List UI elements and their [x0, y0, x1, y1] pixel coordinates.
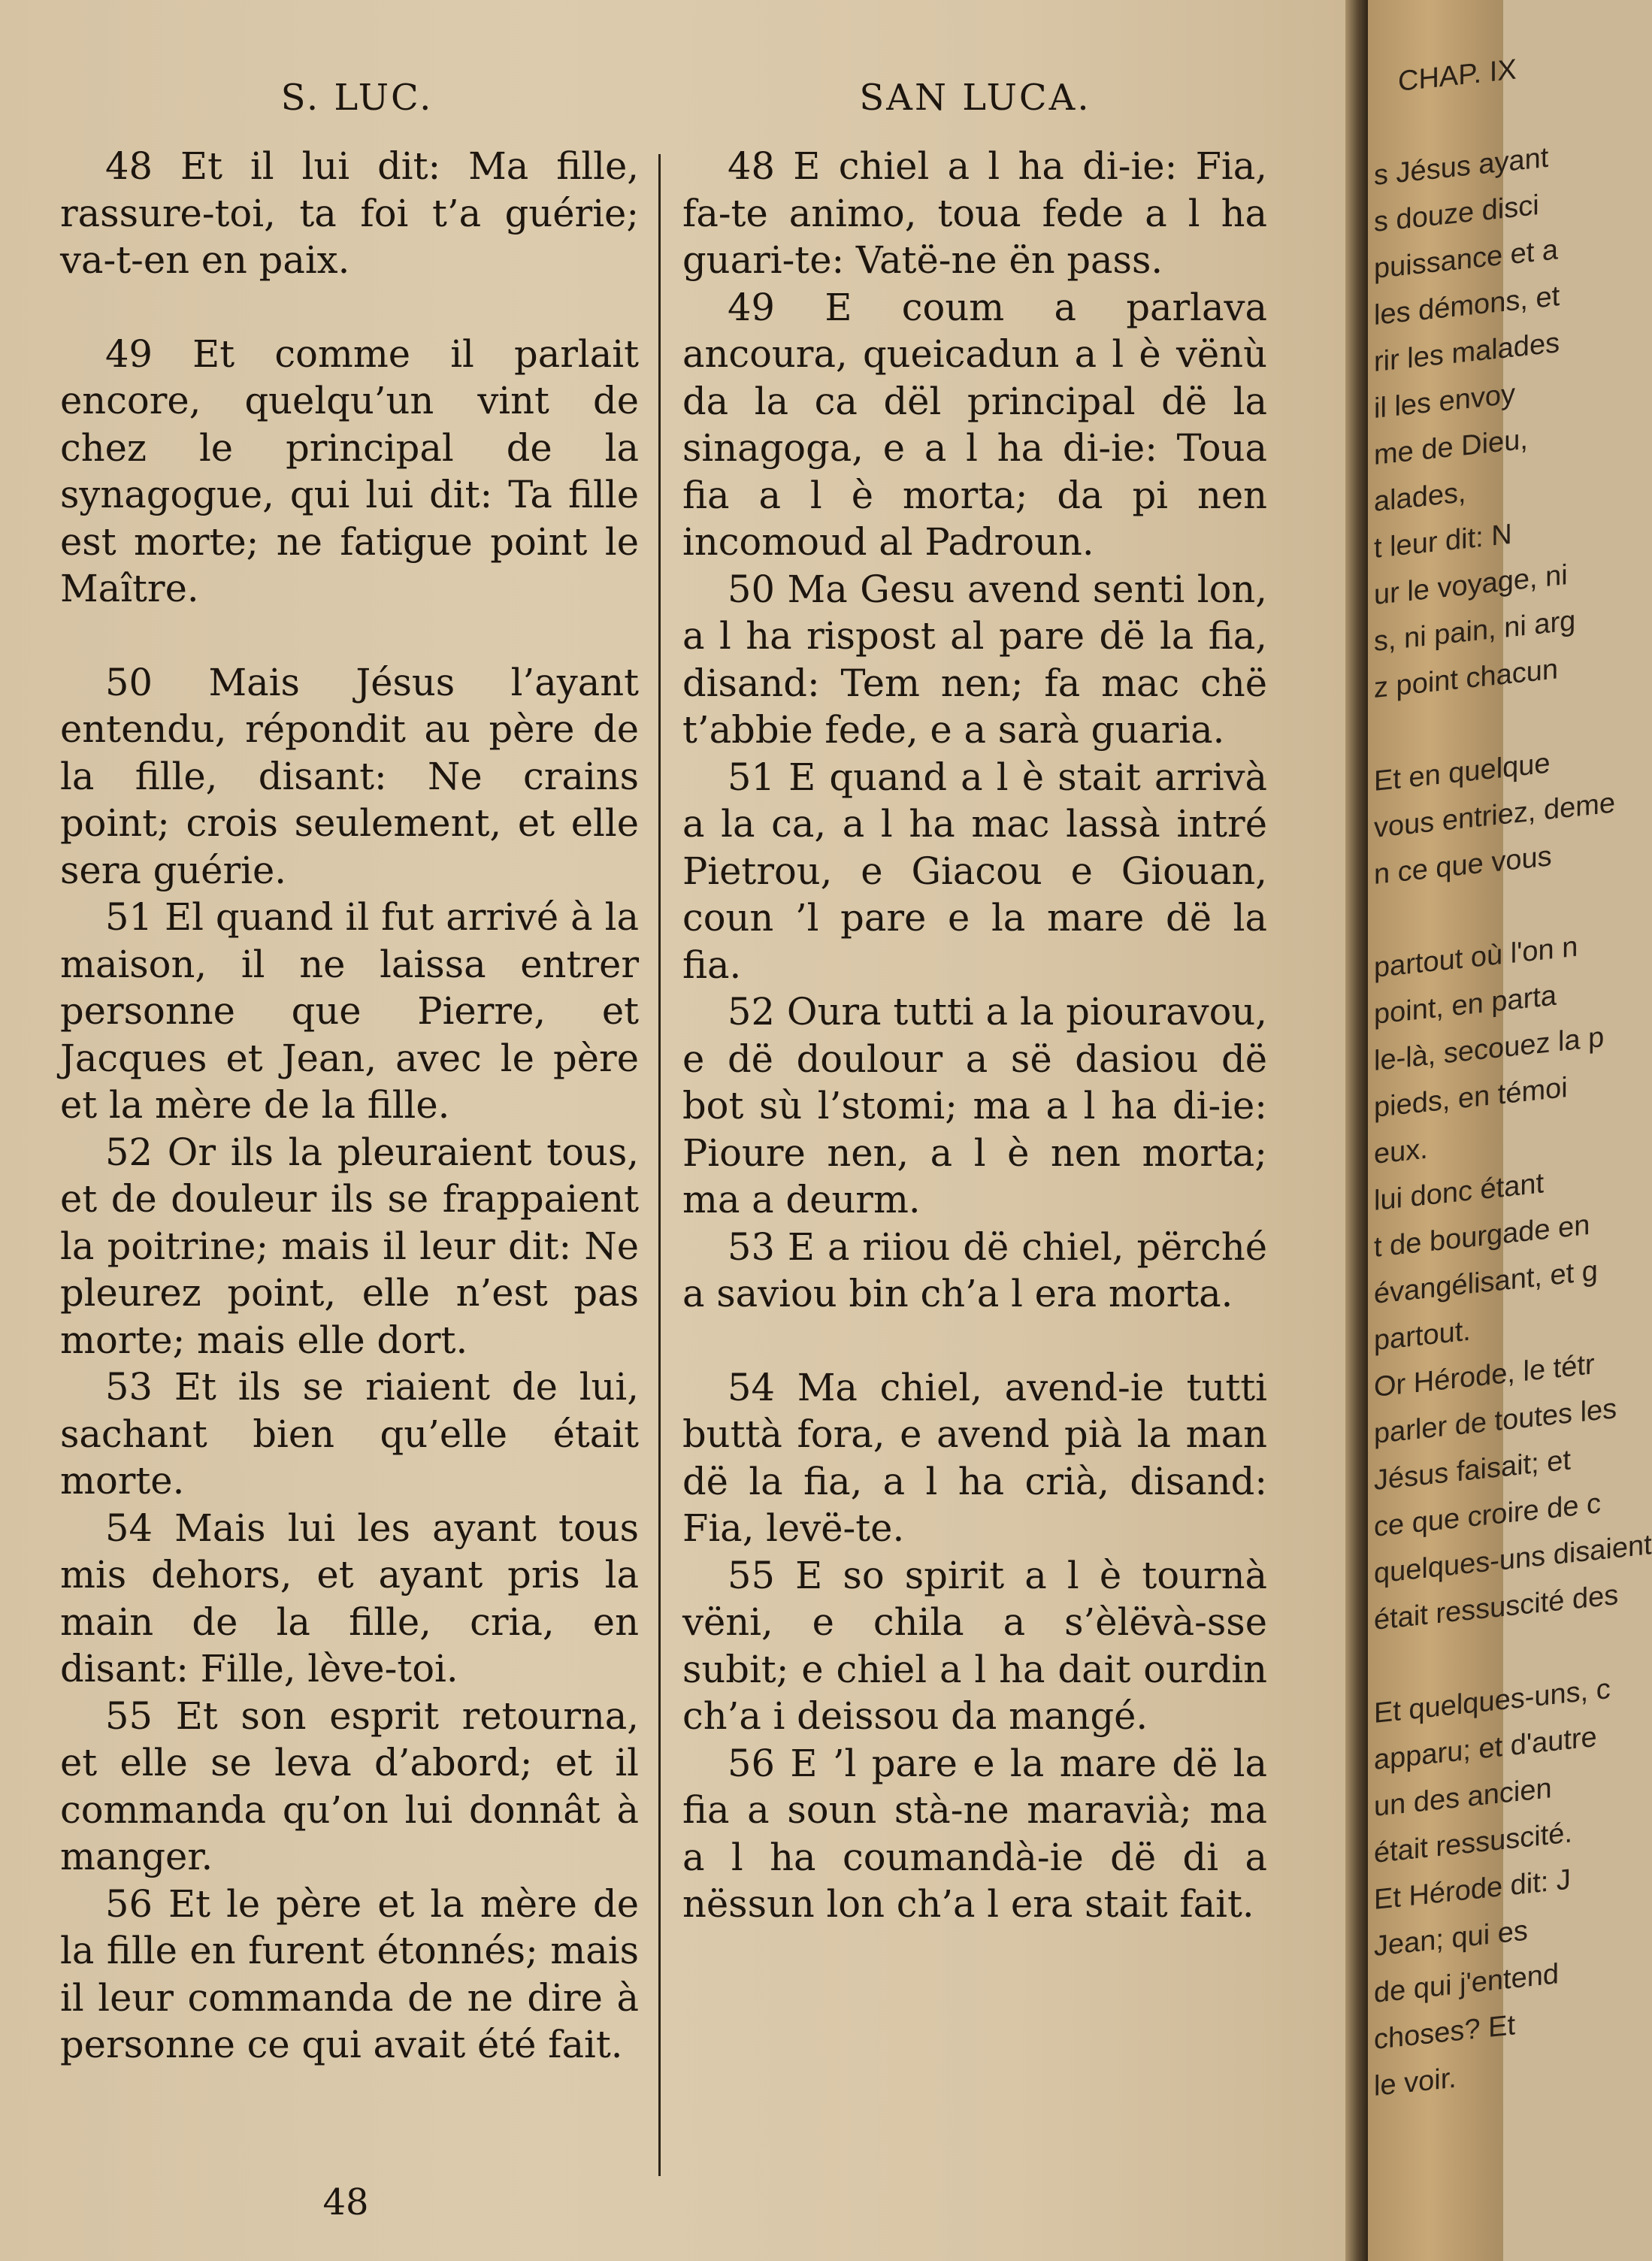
facing-page-line: Jésus faisait; et	[1374, 1444, 1571, 1497]
verse: 48 E chiel a l ha di-ie: Fia, fa-te animo, toua fede a l ha guari-te: Vatë-ne ën pass.	[682, 144, 1267, 282]
column-divider	[658, 154, 661, 2176]
facing-page-line: choses? Et	[1374, 2009, 1515, 2057]
facing-page-line: rir les malades	[1374, 327, 1560, 379]
facing-page-line: lui donc étant	[1374, 1167, 1545, 1218]
facing-page-line: s douze disci	[1374, 189, 1539, 239]
facing-page-line: alades,	[1374, 477, 1466, 519]
facing-page-line: le voir.	[1374, 2062, 1457, 2103]
facing-page-line: était ressuscité des	[1374, 1578, 1619, 1637]
piedmontese-text-column	[682, 143, 1267, 1928]
facing-page-line: était ressuscité.	[1374, 1817, 1572, 1870]
facing-page-line: puissance et a	[1374, 234, 1559, 286]
facing-page-line	[1374, 893, 1503, 907]
facing-page-line: vous entriez, deme	[1374, 787, 1616, 845]
facing-page-line: t leur dit: N	[1374, 518, 1512, 565]
right-column-header: SAN LUCA.	[859, 77, 1091, 119]
facing-page-line: point, en parta	[1374, 979, 1557, 1031]
facing-page-line: ce que croire de c	[1374, 1488, 1602, 1544]
facing-page-line: quelques-uns disaient	[1374, 1529, 1652, 1591]
facing-page-line: Or Hérode, le tétr	[1374, 1348, 1595, 1404]
verse: 56 Et le père et la mère de la fille en furent étonnés; mais il leur commanda de ne dire à personne ce qui avait été fait.	[60, 1881, 639, 2066]
facing-page-line: s, ni pain, ni arg	[1374, 604, 1576, 658]
verse: 55 Et son esprit retourna, et elle se leva d’abord; et il commanda qu’on lui donnât à manger.	[60, 1693, 639, 1878]
facing-page-line: Et en quelque	[1374, 747, 1551, 798]
facing-page-line	[1374, 707, 1503, 720]
facing-page-line: Jean; qui es	[1374, 1914, 1528, 1963]
book-gutter	[1345, 0, 1368, 2261]
facing-page-line: apparu; et d'autre	[1374, 1721, 1597, 1777]
verse: 48 Et il lui dit: Ma fille, rassure-toi, ta foi t’a guérie; va-t-en en paix.	[60, 144, 639, 282]
verse: 51 El quand il fut arrivé à la maison, il ne laissa entrer personne que Pierre, et Jacques et Jean, avec le père et la mère de la fille.	[60, 895, 639, 1127]
facing-page-edge	[1368, 0, 1652, 2261]
facing-page-line: Et quelques-uns, c	[1374, 1672, 1611, 1730]
verse: 52 Oura tutti a la piouravou, e dë doulour a së dasiou dë bot sù l’stomi; ma a l ha di-ie: Pioure nen, a l è nen morta; ma a deurm.	[682, 990, 1267, 1221]
facing-page-header: CHAP. IX	[1398, 53, 1517, 98]
facing-page-line: t de bourgade en	[1374, 1209, 1590, 1264]
verse: 54 Ma chiel, avend-ie tutti buttà fora, e avend pià la man dë la fia, a l ha crià, disand: Fia, levë-te.	[682, 1365, 1267, 1550]
facing-page-line: il les envoy	[1374, 378, 1515, 425]
facing-page-line: un des ancien	[1374, 1772, 1552, 1824]
left-column-header: S. LUC.	[280, 77, 434, 119]
verse: 55 E so spirit a l è tournà vëni, e chila a s’èlëvà-sse subit; e chiel a l ha dait ourdin ch’a i deissou da mangé.	[682, 1553, 1267, 1738]
facing-page-line	[1374, 1639, 1503, 1652]
facing-page-line: s Jésus ayant	[1374, 141, 1549, 192]
french-text-column	[60, 143, 639, 2069]
facing-page-line: le-là, secouez la p	[1374, 1021, 1605, 1078]
verse: 50 Mais Jésus l’ayant entendu, répondit au père de la fille, disant: Ne crains point; crois seulement, et elle sera guérie.	[60, 660, 639, 892]
page-number: 48	[322, 2181, 369, 2223]
verse: 54 Mais lui les ayant tous mis dehors, et ayant pris la main de la fille, cria, en disant: Fille, lève-toi.	[60, 1506, 639, 1690]
verse: 53 E a riiou dë chiel, përché a saviou bin ch’a l era morta.	[682, 1224, 1267, 1315]
verse: 56 E ’l pare e la mare dë la fia a soun stà-ne maravià; ma a l ha coumandà-ie dë di a nëssun lon ch’a l era stait fait.	[682, 1741, 1267, 1926]
verse: 49 E coum a parlava ancoura, queicadun a l è vënù da la ca dël principal dë la sinagoga, e a l ha di-ie: Toua fia a l è morta; da pi nen incomoud al Padroun.	[682, 285, 1267, 564]
facing-page-line: évangélisant, et g	[1374, 1255, 1598, 1311]
facing-page-line: pieds, en témoi	[1374, 1071, 1568, 1124]
verse: 50 Ma Gesu avend senti lon, a l ha rispost al pare dë la fia, disand: Tem nen; fa mac chë t’abbie fede, e a sarà guaria.	[682, 567, 1267, 752]
verse: 49 Et comme il parlait encore, quelqu’un vint de chez le principal de la synagogue, qui lui dit: Ta fille est morte; ne fatigue point le Maître.	[60, 331, 639, 610]
facing-page-line: de qui j'entend	[1374, 1958, 1560, 2010]
verse: 52 Or ils la pleuraient tous, et de douleur ils se frappaient la poitrine; mais il leur dit: Ne pleurez point, elle n’est pas morte; mais elle dort.	[60, 1130, 639, 1362]
facing-page-line: ur le voyage, ni	[1374, 558, 1568, 612]
facing-page-line: z point chacun	[1374, 653, 1559, 705]
facing-page-line: partout où l'on n	[1374, 931, 1578, 985]
facing-page-line: n ce que vous	[1374, 840, 1552, 891]
facing-page-line: partout.	[1374, 1315, 1471, 1358]
facing-page-line: me de Dieu,	[1374, 423, 1528, 472]
verse: 53 Et ils se riaient de lui, sachant bien qu’elle était morte.	[60, 1365, 639, 1503]
facing-page-line: parler de toutes les	[1374, 1393, 1617, 1451]
verse: 51 E quand a l è stait arrivà a la ca, a l ha mac lassà intré Pietrou, e Giacou e Giouan, coun ’l pare e la mare dë la fia.	[682, 755, 1267, 987]
facing-page-line: eux.	[1374, 1133, 1428, 1171]
facing-page-line: les démons, et	[1374, 280, 1560, 332]
facing-page-line: Et Hérode dit: J	[1374, 1863, 1571, 1917]
